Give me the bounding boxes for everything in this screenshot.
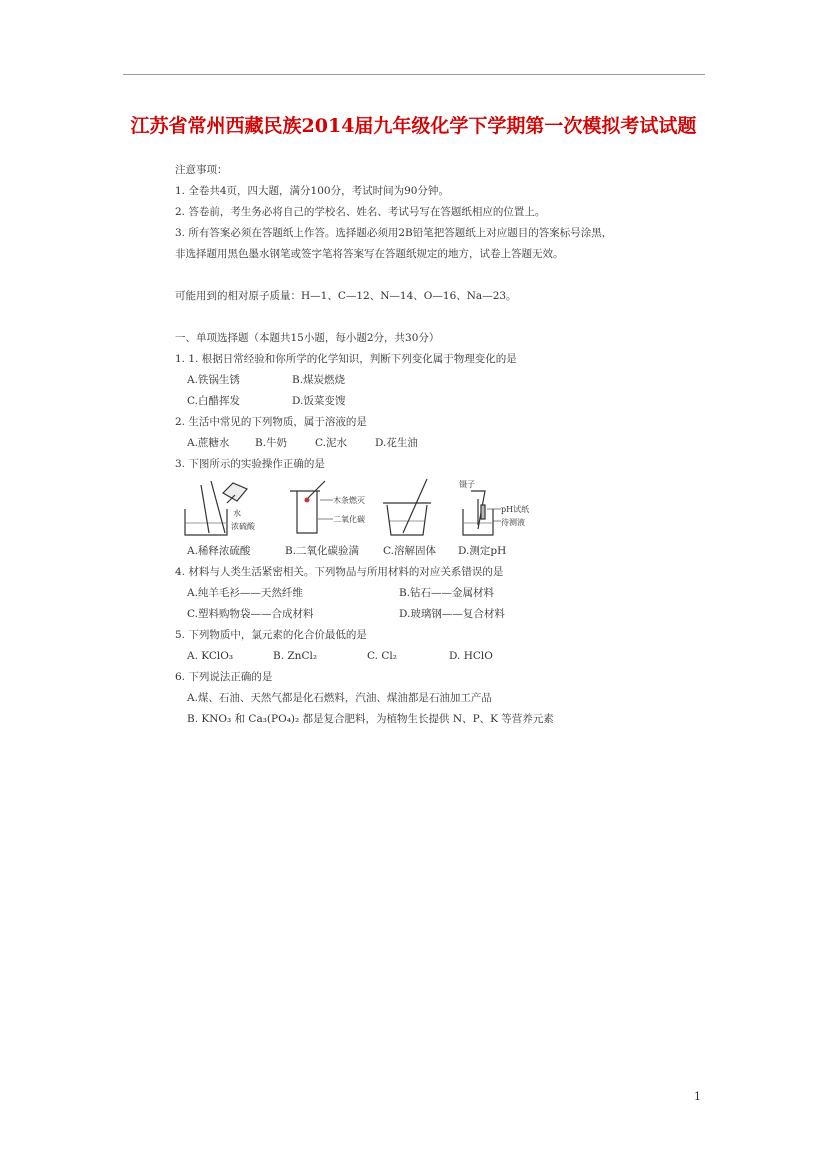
notice-item-3-cont: 非选择题用黑色墨水钢笔或签字笔将答案写在答题纸规定的地方，试卷上答题无效。	[175, 248, 564, 260]
label-ph-paper: pH试纸	[501, 505, 530, 514]
section-heading	[175, 328, 715, 349]
question-4-options-row2	[175, 604, 715, 625]
question-2-stem: 2. 生活中常见的下列物质，属于溶液的是	[175, 416, 367, 428]
header-rule	[123, 74, 705, 75]
q2-option-d: D.花生油	[375, 437, 418, 449]
label-co2: 二氧化碳	[333, 515, 365, 524]
figure-d-ph-test	[463, 491, 501, 535]
q4-option-d: D.玻璃钢——复合材料	[399, 608, 505, 620]
q2-option-c: C.泥水	[315, 437, 347, 449]
q6-option-b: B. KNO₃ 和 Ca₃(PO₄)₂ 都是复合肥料，为植物生长提供 N、P、K 等营养元素	[187, 713, 554, 725]
question-4-stem: 4. 材料与人类生活紧密相关。下列物品与所用材料的对应关系错误的是	[175, 566, 504, 578]
section-note: （本题共15小题，每小题2分，共30分）	[248, 332, 440, 344]
question-1-options-row2	[175, 391, 715, 412]
q5-option-a: A. KClO₃	[187, 650, 234, 662]
exam-content	[175, 160, 715, 730]
question-5-stem: 5. 下列物质中，氯元素的化合价最低的是	[175, 629, 367, 641]
notice-heading: 注意事项：	[175, 164, 228, 176]
q1-option-b: B.煤炭燃烧	[292, 374, 346, 386]
q5-option-d: D. HClO	[449, 650, 493, 662]
q4-option-a: A.纯羊毛衫——天然纤维	[187, 587, 303, 599]
q3-option-a: A.稀释浓硫酸	[187, 545, 251, 557]
question-3-options	[175, 541, 715, 562]
question-5-options	[175, 646, 715, 667]
q3-option-b: B.二氧化碳验满	[285, 545, 360, 557]
q2-option-a: A.蔗糖水	[187, 437, 230, 449]
q1-option-a: A.铁锅生锈	[187, 374, 240, 386]
label-acid: 浓硫酸	[231, 522, 255, 531]
page-number: 1	[694, 1090, 701, 1103]
q1-option-c: C.白醋挥发	[187, 395, 240, 407]
question-3-figures	[175, 479, 715, 541]
q6-option-a: A.煤、石油、天然气都是化石燃料，汽油、煤油都是石油加工产品	[187, 692, 492, 704]
section-title: 一、单项选择题	[175, 332, 249, 344]
label-test-liquid: 待测液	[501, 518, 525, 527]
question-3-stem: 3. 下图所示的实验操作正确的是	[175, 458, 325, 470]
question-4-options-row1	[175, 583, 715, 604]
notice-item-3: 3. 所有答案必须在答题纸上作答。选择题必须用2B铅笔把答题纸上对应题目的答案标号涂黑，	[175, 227, 613, 239]
question-2-options	[175, 433, 715, 454]
lab-apparatus-illustration	[175, 479, 535, 541]
label-burning-wood: 木条燃灭	[333, 496, 365, 505]
q4-option-c: C.塑料购物袋——合成材料	[187, 608, 314, 620]
notice-item-2: 2. 答卷前，考生务必将自己的学校名、姓名、考试号写在答题纸相应的位置上。	[175, 206, 546, 218]
q5-option-b: B. ZnCl₂	[273, 650, 318, 662]
q1-option-d: D.饭菜变馊	[292, 395, 346, 407]
atomic-masses: 可能用到的相对原子质量：H—1、C—12、N—14、O—16、Na—23。	[175, 290, 517, 302]
figure-b-co2-check	[290, 481, 333, 533]
question-1-options-row1	[175, 370, 715, 391]
q2-option-b: B.牛奶	[255, 437, 288, 449]
q4-option-b: B.钻石——金属材料	[399, 587, 495, 599]
q3-option-c: C.溶解固体	[383, 545, 436, 557]
q5-option-c: C. Cl₂	[367, 650, 397, 662]
question-6-stem: 6. 下列说法正确的是	[175, 671, 273, 683]
figure-c-dissolving	[383, 479, 431, 535]
label-water: 水	[233, 509, 241, 518]
notice-item-1: 1. 全卷共4页，四大题，满分100分，考试时间为90分钟。	[175, 185, 449, 197]
q3-option-d: D.测定pH	[458, 545, 507, 557]
label-tweezers: 镊子	[459, 480, 475, 489]
question-1-stem: 1. 1. 根据日常经验和你所学的化学知识，判断下列变化属于物理变化的是	[175, 353, 517, 365]
page-title: 江苏省常州西藏民族2014届九年级化学下学期第一次模拟考试试题	[130, 115, 697, 137]
